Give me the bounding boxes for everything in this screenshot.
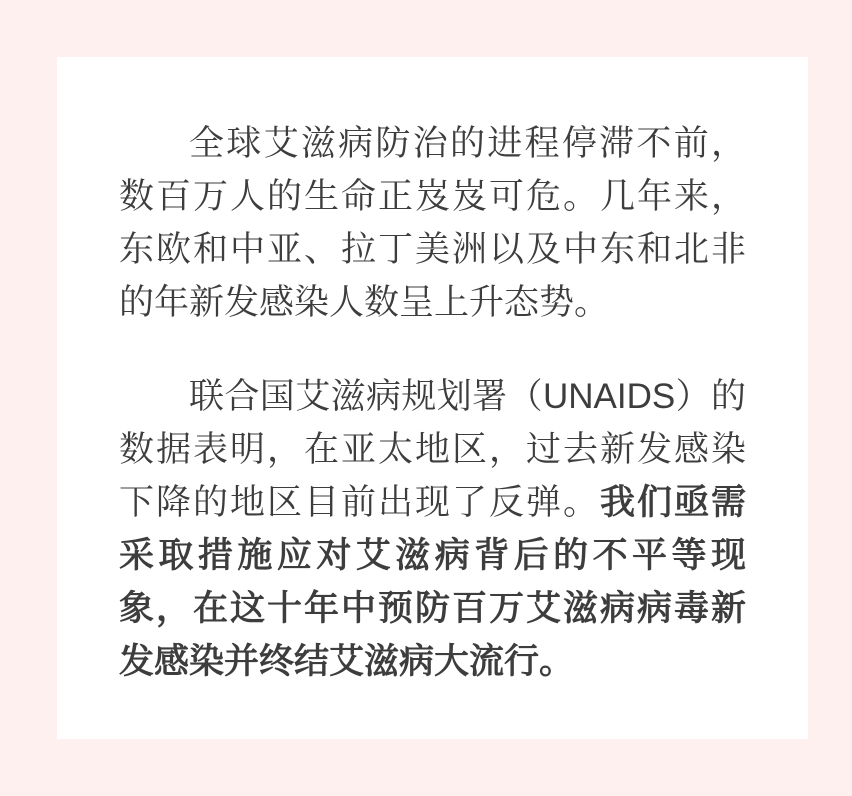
paragraph-2-emphasis: 我们亟需采取措施应对艾滋病背后的不平等现象，在这十年中预防百万艾滋病病毒新发感染并终结艾滋病大流行。	[119, 483, 746, 681]
article-card	[57, 57, 808, 739]
paragraph-2	[119, 370, 746, 688]
paragraph-1-text: 全球艾滋病防治的进程停滞不前，数百万人的生命正岌岌可危。几年来，东欧和中亚、拉丁美洲以及中东和北非的年新发感染人数呈上升态势。	[119, 124, 746, 322]
paragraph-1	[119, 117, 746, 329]
paragraph-2-text: 联合国艾滋病规划署（UNAIDS）的数据表明，在亚太地区，过去新发感染下降的地区目前出现了反弹。	[119, 377, 746, 522]
